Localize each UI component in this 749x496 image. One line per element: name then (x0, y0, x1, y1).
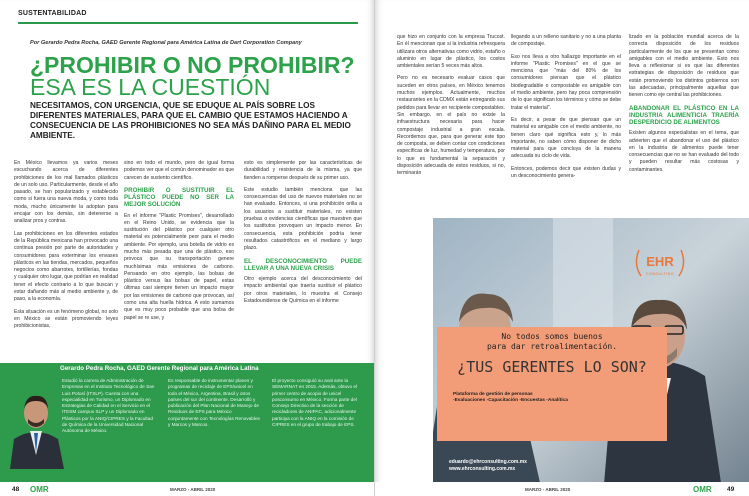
paragraph: Pero no es necesario evaluar casos que suceden en otros países, en México tenemos muchos ejemplos. Actualmente, muchos restaurantes en la CDMX están entregando sus pedidos para llevar en recipiente compostables. Sin embargo, en el país no existe la infraestructura necesaria para hacer compostaje industrial a gran escala. Recordemos que, para que generar este tipo de composta, se deben contar con condiciones específicas de luz, humedad y temperatura, por lo que es fundamental la separación y disposición adecuada de estos residuos, si no, terminarán (397, 75, 505, 177)
issue-date: MARZO - ABRIL 2020 (525, 487, 571, 492)
ad-tagline-line-2: para dar retroalimentación. (486, 342, 618, 351)
page-number: 49 (727, 486, 735, 493)
subheading: EL DESCONOCIMIENTO PUEDE LLEVAR A UNA NUEVA CRISIS (244, 257, 362, 272)
paragraph: Existen algunos especialistas en el tema, que advierten que el abandonar el uso del plástico en la industria de alimentos puede tener consecuencias que no se han evaluado del todo y pueden resultar más costosas y contaminantes. (629, 130, 739, 173)
paragraph: Entonces, podemos decir que existen dudas y un desconocimiento genera- (511, 165, 621, 180)
paragraph: Es decir, a pesar de que piensan que un material es amigable con el medio ambiente, no tienen claro qué significa esto y, lo más importante, no saben cómo disponer de dicho material para que concluya de la manera adecuada su ciclo de vida. (511, 116, 621, 160)
ad-subtext-line-2: -Evaluaciones -Capacitación -Encuestas -Analítica (453, 398, 568, 404)
paragraph: que hizo en conjunto con la empresa Trucost. En él mencionan que si la industria refresquera utilizara otros alternativas como vidrio, estaño o aluminio en lugar de plástico, los costos ambientales serían 5 veces más altos. (397, 34, 505, 70)
ad-email[interactable]: eduardo@ehrconsulting.com.mx (449, 459, 527, 465)
magazine-logo: OMR (693, 485, 712, 494)
subheading: PROHIBIR O SUSTITUIR EL PLÁSTICO PUEDE NO SER LA MEJOR SOLUCIÓN (124, 186, 234, 209)
paragraph: Otro ejemplo acerca del desconocimiento del impacto ambiental que traería sustituir el plástico por otros materiales, lo muestra el Consejo Estadounidense de Química en el informe (244, 275, 362, 304)
paragraph: En México llevamos ya varios meses escuchando acerca de diferentes prohibiciones de los mal llamados plásticos de un solo uso. Particularmente, desde el año pasado, se han popularizado y establecido como si fuera una nueva moda, y como toda moda, mucho únicamente la adoptan para encajar con los demás, sin detenerse a analizar pros y contras. (14, 160, 118, 225)
author-portrait (6, 369, 66, 469)
column-1 (397, 34, 505, 219)
ehr-brand: EHR (646, 254, 674, 269)
column-2 (124, 160, 234, 360)
paragraph: lizado en la población mundial acerca de la correcta disposición de los residuos particularmente de los que se presentan como amigables con el medio ambiente. Esto nos lleva a reflexionar si es que las diferentes estrategias de disposición de residuos que están promoviendo los distintos gobiernos son las adecuadas, principalmente aquellas que tienen como eje central las prohibiciones. (629, 34, 739, 99)
ad-tagline (437, 327, 667, 352)
title-line-1: ¿PROHIBIR O NO PROHIBIR? (30, 52, 355, 78)
article-title (30, 54, 370, 98)
ad-subtext (453, 392, 653, 405)
right-page (375, 0, 749, 496)
left-page (0, 0, 374, 496)
paragraph: esto es simplemente por las características de durabilidad y resistencia de la misma, ya que tienden a romperse después de su primer uso. (244, 160, 362, 181)
issue-date: MARZO - ABRIL 2020 (170, 487, 216, 492)
column-2 (511, 34, 621, 219)
column-3 (629, 34, 739, 219)
section-label: SUSTENTABILIDAD (18, 10, 87, 17)
ad-headline: ¿TUS GERENTES LO SON? (457, 358, 647, 376)
lead-paragraph: NECESITAMOS, CON URGENCIA, QUE SE EDUQUE AL PAÍS SOBRE LOS DIFERENTES MATERIALES, PARA QUE EL CAMBIO QUE ESTAMOS HACIENDO A CONSECUENCIA DE LAS PROHIBICIONES NO SEA MÁS DAÑINO PARA EL MEDIO AMBIENTE. (30, 101, 351, 140)
bio-column-3: El proyecto consiguió su aval ante la SEMARNAT en 2015. Además, obtuvo el primer centro de acopio de unicel posconsumo en México. Forma parte del Consejo Directivo de la sección de recicladores de ANIPAC, adicionalmente participa con la ANIQ en la comisión de CIPRES en el grupo de trabajo de EPS. (272, 378, 358, 428)
ehr-logo (633, 248, 687, 282)
column-3 (244, 160, 362, 360)
bio-column-2: Es responsable de instrumentar planes y programas de reciclaje de EPS/unicel en todo el México, Argentina, Brasil y otros países del sur del continente. Desarrolló y publicación del Plan Nacional de Manejo de Residuos de EPS para México conjuntamente con Tecnologías Renovables y Marcos y Marcos. (168, 378, 260, 428)
subheading: ABANDONAR EL PLÁSTICO EN LA INDUSTRIA ALIMENTICIA TRAERÍA DESPERDICIO DE ALIMENTOS (629, 104, 739, 127)
ad-contact (449, 459, 527, 472)
ehr-brand-sub: CONSULTING (645, 272, 675, 276)
ad-website[interactable]: www.ehrconsulting.com.mx (449, 465, 516, 472)
ad-tagline-line-1: No todos somos buenos (501, 332, 603, 341)
paragraph: Este estudio también menciona que las consecuencias del uso de nuevos materiales no se han evaluado. Entonces, si una prohibición orilla a los usuarios a sustituir materiales, no existen pruebas o evidencias científicas que muestren que los sustitutos provoquen un impacto menor. En consecuencia, esta prohibición podría tener resultados catastróficos en el mediano y largo plazo. (244, 186, 362, 252)
section-rule (18, 22, 358, 24)
paragraph: En el informe "Plastic Promises", desarrollado en el Reino Unido, se evidencia que la sustitución del plástico por cualquier otro material es potencialmente peor para el medio ambiente. Por ejemplo, una botella de vidrio es mucho más pesada que una de plástico, eso provoca que su transportación genere muchísimas más emisiones de carbono. Pensando en otro ejemplo, las bolsas de plástico versus las bolsas de papel, estas últimas casi siempre tienen un impacto mayor por las emisiones de carbono que provocan, así como una alta huella hídrica. A esto sumamos que es muy poco probable que una bolsa de papel se re use, y (124, 212, 234, 321)
paragraph: Eso nos lleva a otro hallazgo importante en el informe "Plastic Promises" en el que se menciona que "más del 80% de los consumidores piensan que el plástico biodegradable o compostable es amigable con el medio ambiente, pero hay poca comprensión de lo que significan los términos y cómo se debe tratar el material". (511, 53, 621, 111)
byline: Por Gerardo Pedra Rocha, GAED Gerente Regional para América Latina de Dart Corporation Company (30, 40, 302, 46)
title-line-2: ESA ES LA CUESTIÓN (30, 74, 271, 100)
bio-name: Gerardo Pedra Rocha, GAED Gerente Regional para América Latina (60, 365, 259, 372)
magazine-logo: OMR (30, 485, 49, 494)
ad-subtext-line-1: Plataforma de gestión de personas (453, 392, 533, 397)
paragraph: llegando a un relleno sanitario y no a una planta de compostaje. (511, 34, 621, 48)
column-1 (14, 160, 118, 360)
paragraph: Las prohibiciones en los diferentes estados de la República mexicana han provocado una continua presión por parte de autoridades y consumidores para exterminar los envases plásticos en las tiendas, mercados, pequeños negocios como abarrotes, tortillerías, fondas y cualquier otro lugar, que podrían en realidad tener el efecto contrario a lo que buscan y estar dañando más al medio ambiente y, de paso, a la economía. (14, 230, 118, 303)
page-number: 48 (12, 486, 20, 493)
bio-column-1: Estudió la carrera de Administración de Empresas en el Instituto Tecnológico de San Luis Potosí (ITSLP). Cuenta con una especialidad en Turismo, un Diplomado en Estrategias de Calidad en el Servicio en el ITESM campus SLP y un Diplomado en Plásticos por la ANIQ/CIPRES y la Facultad de Química de la Universidad Nacional Autónoma de México. (62, 378, 155, 434)
paragraph: sino en todo el mundo, pero de igual forma podemos ver que el común denominador es que carecen de sustento científico. (124, 160, 234, 181)
paragraph: Esta situación es un fenómeno global, no solo en México se están promoviendo leyes prohibicionistas, (14, 308, 118, 330)
